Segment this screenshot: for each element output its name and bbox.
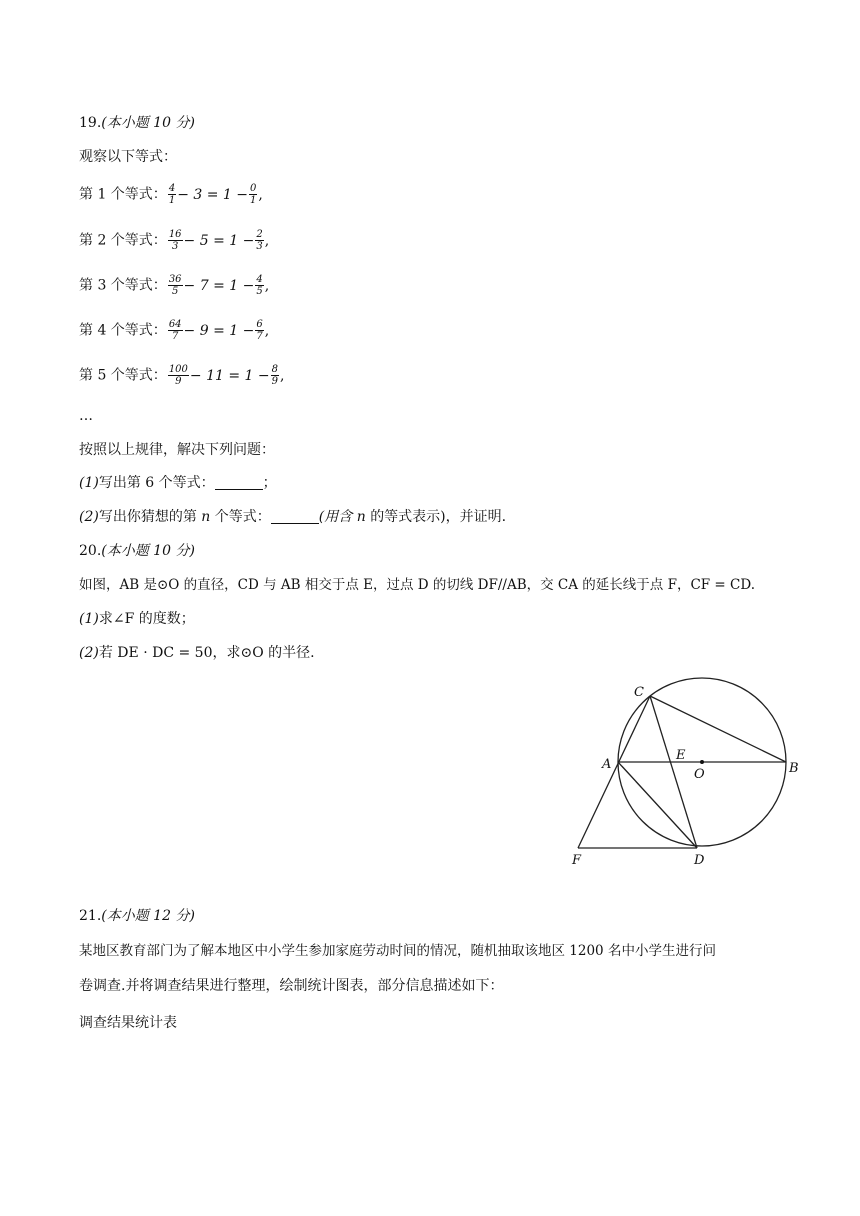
label-e: E: [676, 748, 686, 763]
q20-part1: (1)求∠F 的度数；: [79, 611, 195, 627]
q21-header: 21.(本小题 12 分): [79, 908, 195, 924]
center-point-o: [700, 760, 704, 764]
label-o: O: [694, 767, 705, 782]
q20-header: 20.(本小题 10 分): [79, 543, 195, 559]
q20-part2: (2)若 DE · DC = 50，求⊙O 的半径.: [79, 645, 315, 661]
q19-header: 19.(本小题 10 分): [79, 115, 195, 131]
label-d: D: [694, 853, 705, 868]
q19-part1: (1)写出第 6 个等式： ；: [79, 475, 277, 491]
label-a: A: [602, 757, 612, 772]
segment-cf: [578, 696, 650, 848]
segment-cb: [650, 696, 786, 762]
q21-stem-line1: 某地区教育部门为了解本地区中小学生参加家庭劳动时间的情况，随机抽取该地区 1200 名中小学生进行问: [79, 943, 716, 959]
q19-equation-1: 第 1 个等式： $\frac{4}{1}$ − 3 = 1 − $\frac{0}{1}$ ,: [79, 183, 263, 206]
circle-geometry-figure: [560, 676, 810, 876]
q19-equation-3: 第 3 个等式： $\frac{36}{5}$ − 7 = 1 − $\frac{4}{5}$ ,: [79, 274, 270, 297]
q19-equation-4: 第 4 个等式： $\frac{64}{7}$ − 9 = 1 − $\frac{6}{7}$ ,: [79, 319, 270, 342]
label-f: F: [572, 853, 582, 868]
q20-stem: 如图，AB 是⊙O 的直径，CD 与 AB 相交于点 E，过点 D 的切线 DF//AB，交 CA 的延长线于点 F，CF = CD.: [79, 577, 756, 593]
segment-cd: [650, 696, 697, 848]
answer-blank-1: [215, 475, 263, 490]
answer-blank-2: [271, 509, 319, 524]
q19-equation-2: 第 2 个等式： $\frac{16}{3}$ − 5 = 1 − $\frac{2}{3}$ ,: [79, 229, 270, 252]
label-b: B: [789, 761, 799, 776]
q19-instruction: 按照以上规律，解决下列问题：: [79, 442, 275, 458]
q21-table-title: 调查结果统计表: [79, 1015, 177, 1031]
q19-ellipsis: …: [79, 408, 93, 424]
q19-part2: (2)写出你猜想的第 n 个等式： (用含 n 的等式表示)，并证明.: [79, 509, 507, 525]
label-c: C: [634, 685, 644, 700]
q19-equation-5: 第 5 个等式： $\frac{100}{9}$ − 11 = 1 − $\frac{8}{9}$ ,: [79, 364, 285, 387]
q19-intro: 观察以下等式：: [79, 149, 177, 165]
q21-stem-line2: 卷调查.并将调查结果进行整理，绘制统计图表，部分信息描述如下：: [79, 978, 504, 994]
